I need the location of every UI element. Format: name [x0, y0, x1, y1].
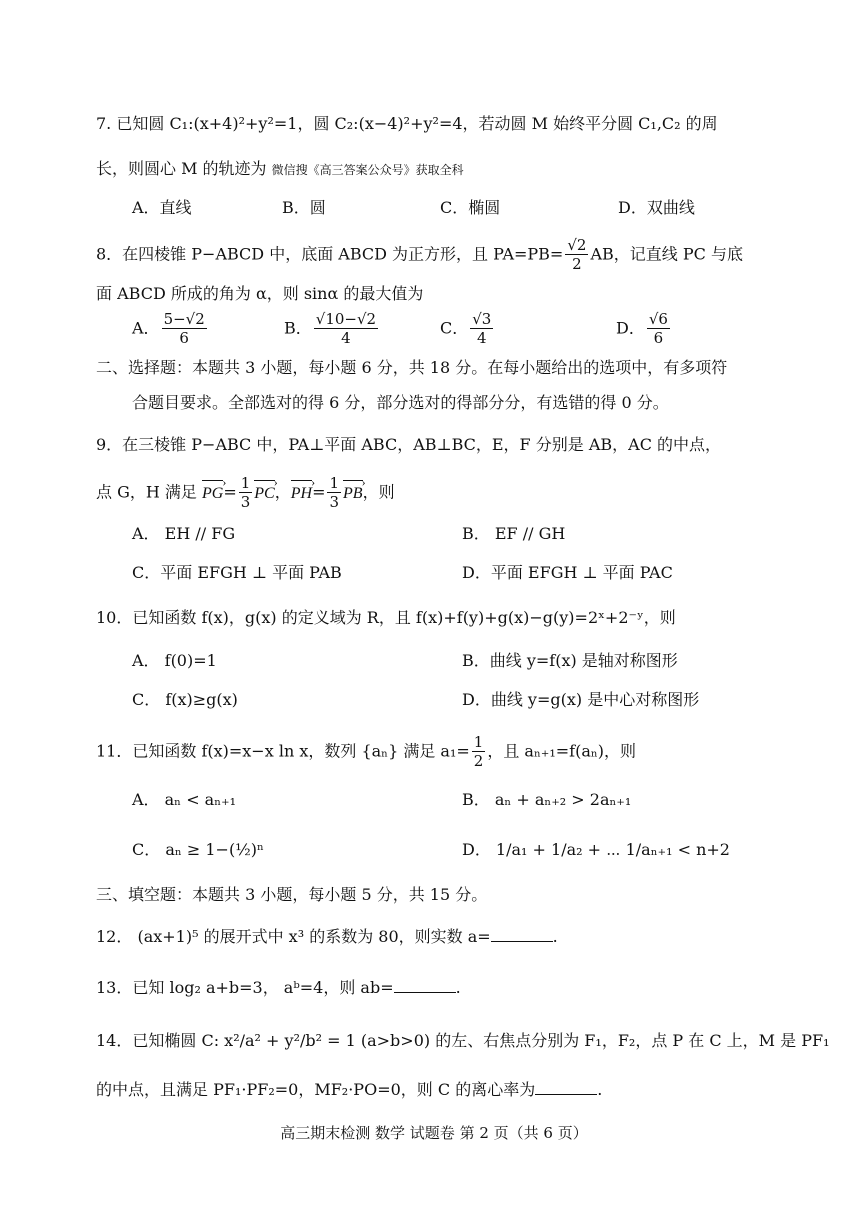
q8-d-label: D． — [616, 318, 645, 338]
watermark-text: 微信搜《高三答案公众号》获取全科 — [271, 163, 464, 177]
vector-pc: PC › — [254, 482, 274, 506]
q8-b-num: √10−√2 — [315, 310, 377, 328]
q7-option-c: C．椭圆 — [440, 198, 501, 217]
q11-option-b: B． aₙ + aₙ₊₂ > 2aₙ₊₁ — [462, 790, 632, 809]
q8-c-num: √3 — [472, 310, 492, 328]
q8-option-d — [616, 312, 672, 346]
section2-line2: 合题目要求。全部选对的得 6 分，部分选对的得部分分，有选错的得 0 分。 — [132, 393, 669, 412]
q14-line1: 14．已知椭圆 C: x²/a² + y²/b² = 1 (a>b>0) 的左、右焦点分别为 F₁，F₂，点 P 在 C 上，M 是 PF₁ — [96, 1031, 830, 1050]
q11-option-d: D． 1/a₁ + 1/a₂ + ⋯ 1/aₙ₊₁ < n+2 — [462, 840, 730, 859]
section2-line1: 二、选择题：本题共 3 小题，每小题 6 分，共 18 分。在每小题给出的选项中，有多项符 — [96, 358, 728, 377]
q8-d-frac — [647, 312, 670, 346]
q14-line2 — [96, 1078, 602, 1102]
q12-text: 12． (ax+1)⁵ 的展开式中 x³ 的系数为 80，则实数 a= — [96, 927, 491, 946]
q8-a-frac — [162, 312, 207, 346]
q14-answer-blank — [535, 1078, 597, 1095]
q8-a-num: 5−√2 — [163, 310, 205, 328]
q12-answer-blank — [491, 925, 553, 942]
q8-d-num: √6 — [648, 310, 668, 328]
q9-option-b: B． EF // GH — [462, 524, 566, 543]
q9-eq1: = — [223, 482, 237, 502]
q8-a-label: A． — [132, 318, 160, 338]
vector-pb: PB › — [343, 482, 363, 506]
q8-b-frac — [314, 312, 378, 346]
q8-d-den: 6 — [653, 329, 664, 347]
q10-option-c: C． f(x)≥g(x) — [132, 690, 238, 709]
q13-line — [96, 976, 461, 1000]
q11-frac-num: 1 — [473, 733, 484, 751]
q9-frac1-den: 3 — [240, 493, 251, 511]
q11-line1b: ，且 aₙ₊₁=f(aₙ)，则 — [487, 741, 637, 761]
q8-frac-num: √2 — [567, 236, 587, 254]
q14-end: . — [597, 1080, 603, 1099]
q8-a-den: 6 — [179, 329, 189, 347]
q11-frac-den: 2 — [473, 752, 484, 770]
q10-option-b: B．曲线 y=f(x) 是轴对称图形 — [462, 651, 678, 670]
q8-frac-den: 2 — [572, 255, 582, 273]
q8-c-label: C． — [440, 318, 469, 338]
q7-line1: 7. 已知圆 C₁:(x+4)²+y²=1，圆 C₂:(x−4)²+y²=4，若动圆 M 始终平分圆 C₁,C₂ 的周 — [96, 114, 718, 133]
q8-line2: 面 ABCD 所成的角为 α，则 sinα 的最大值为 — [96, 284, 424, 303]
q11-fraction — [472, 735, 486, 769]
q10-line1: 10．已知函数 f(x)，g(x) 的定义域为 R，且 f(x)+f(y)+g(x)−g(y)=2ˣ+2⁻ʸ，则 — [96, 608, 676, 627]
q7-line2-text: 长，则圆心 M 的轨迹为 — [96, 159, 267, 178]
q8-line1a: 8．在四棱锥 P−ABCD 中，底面 ABCD 为正方形，且 PA=PB= — [96, 244, 564, 264]
q14-line2-text: 的中点，且满足 PF₁·PF₂=0，MF₂·PO=0，则 C 的离心率为 — [96, 1080, 536, 1099]
q8-c-frac — [470, 312, 493, 346]
q9-frac2-num: 1 — [329, 474, 340, 492]
q7-option-d: D．双曲线 — [618, 198, 695, 217]
q9-tail: ，则 — [362, 482, 395, 502]
q8-option-c — [440, 312, 495, 346]
q9-frac2-den: 3 — [329, 493, 340, 511]
q13-end: . — [455, 978, 461, 997]
q8-c-den: 4 — [477, 329, 487, 347]
q8-option-b — [284, 312, 380, 346]
q10-option-d: D．曲线 y=g(x) 是中心对称图形 — [462, 690, 700, 709]
q7-line2 — [96, 157, 464, 182]
q11-line1a: 11．已知函数 f(x)=x−x ln x，数列 {aₙ} 满足 a₁= — [96, 741, 470, 761]
q9-option-a: A． EH // FG — [132, 524, 236, 543]
q13-answer-blank — [394, 976, 456, 993]
q9-line2a: 点 G，H 满足 — [96, 482, 202, 502]
q9-line2 — [96, 476, 395, 510]
q12-end: . — [552, 927, 558, 946]
q9-eq2: = — [312, 482, 326, 502]
section3-line1: 三、填空题：本题共 3 小题，每小题 5 分，共 15 分。 — [96, 885, 488, 904]
q7-option-a: A．直线 — [132, 198, 192, 217]
q11-option-c: C． aₙ ≥ 1−(½)ⁿ — [132, 840, 264, 859]
q7-option-b: B．圆 — [282, 198, 326, 217]
q8-line1b: AB，记直线 PC 与底 — [590, 244, 743, 264]
q8-b-label: B． — [284, 318, 312, 338]
q9-frac1 — [239, 476, 253, 510]
q10-option-a: A． f(0)=1 — [132, 651, 217, 670]
q9-option-d: D．平面 EFGH ⊥ 平面 PAC — [462, 563, 673, 582]
q11-line1 — [96, 735, 636, 769]
q8-option-a — [132, 312, 209, 346]
q11-option-a: A． aₙ < aₙ₊₁ — [132, 790, 237, 809]
q9-line1: 9．在三棱锥 P−ABC 中，PA⊥平面 ABC，AB⊥BC，E，F 分别是 AB，AC 的中点， — [96, 435, 722, 454]
q9-option-c: C．平面 EFGH ⊥ 平面 PAB — [132, 563, 342, 582]
vector-pg: PG › — [202, 482, 223, 506]
q8-b-den: 4 — [341, 329, 351, 347]
q8-fraction — [565, 238, 588, 272]
q8-line1 — [96, 238, 743, 272]
q9-comma: ， — [274, 482, 291, 502]
q13-text: 13．已知 log₂ a+b=3， aᵇ=4，则 ab= — [96, 978, 394, 997]
page-footer: 高三期末检测 数学 试题卷 第 2 页（共 6 页） — [280, 1124, 588, 1142]
q12-line — [96, 925, 558, 949]
q9-frac2 — [327, 476, 341, 510]
q9-frac1-num: 1 — [240, 474, 251, 492]
vector-ph: PH › — [291, 482, 312, 506]
